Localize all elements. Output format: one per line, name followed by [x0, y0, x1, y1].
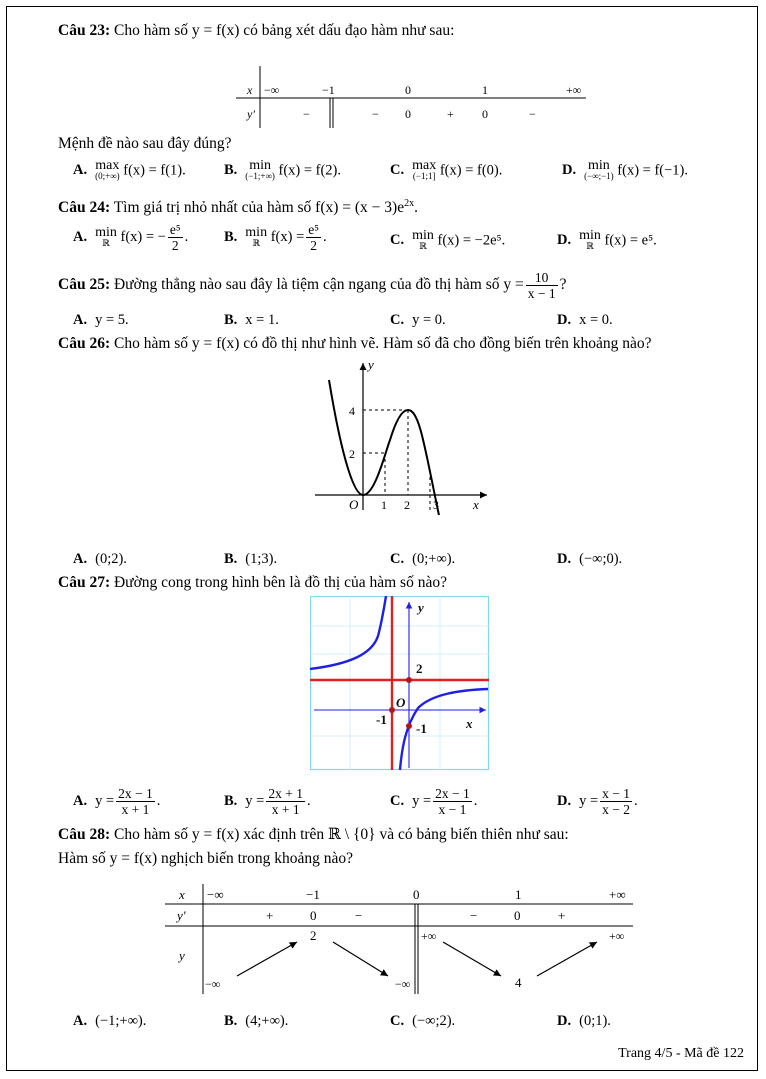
q28-sign: +: [266, 908, 274, 923]
q26-y-tick: 2: [349, 447, 355, 461]
q23-x-val: −∞: [264, 83, 280, 97]
q23-sign: −: [372, 107, 379, 121]
q27-point-minus1-x: [389, 707, 395, 713]
q25-heading: Câu 25: Đường thẳng nào sau đây là tiệm cận ngang của đồ thị hàm số y = $\frac{10}{x - 1}$ ?: [58, 270, 567, 301]
q26-x-tick: 1: [381, 498, 387, 512]
q28-row-yp: y′: [177, 908, 186, 923]
q26-option-b[interactable]: B. (1;3).: [224, 551, 278, 567]
q26-option-c[interactable]: C. (0;+∞).: [390, 551, 456, 567]
q28-x-val: −1: [306, 887, 320, 902]
q28-option-d[interactable]: D. (0;1).: [557, 1013, 611, 1029]
q23-row-yp: y′: [247, 107, 255, 121]
q23-option-b[interactable]: B. min (−1;+∞) f(x) = f(2).: [224, 158, 342, 181]
q28-y-val: −∞: [395, 977, 411, 991]
q27-graph: [310, 596, 490, 771]
q23-x-val: 1: [482, 83, 488, 97]
q28-sign: 0: [514, 908, 521, 923]
q23-row-x: x: [247, 83, 253, 97]
q23-option-d[interactable]: D. min (−∞;−1) f(x) = f(−1).: [562, 158, 688, 181]
q27-y-label: y: [418, 600, 424, 615]
q26-x-tick: 3: [433, 498, 439, 512]
q27-option-d[interactable]: D. y = $\frac{x - 1}{x - 2}$ .: [557, 786, 638, 817]
q25-option-a[interactable]: A. y = 5.: [73, 312, 129, 328]
q23-option-c[interactable]: C. max (−1;1] f(x) = f(0).: [390, 158, 503, 181]
q23-sign: −: [303, 107, 310, 121]
q23-heading: Câu 23: Cho hàm số y = f(x) có bảng xét dấu đạo hàm như sau:: [58, 22, 455, 39]
q28-sign: −: [355, 908, 363, 923]
q23-x-val: 0: [405, 83, 411, 97]
q23-sign: +: [447, 107, 454, 121]
q27-option-b[interactable]: B. y = $\frac{2x + 1}{x + 1}$ .: [224, 786, 311, 817]
q26-heading: Câu 26: Cho hàm số y = f(x) có đồ thị như hình vẽ. Hàm số đã cho đồng biến trên khoảng nào?: [58, 335, 652, 352]
q28-x-val: 0: [413, 887, 420, 902]
q28-arrow-up: [237, 942, 297, 976]
q26-graph: [305, 355, 495, 515]
q28-row-x: x: [179, 887, 185, 902]
q23-x-val: +∞: [566, 83, 582, 97]
q26-x-label: x: [473, 497, 479, 512]
q28-sign: 0: [310, 908, 317, 923]
q27-label-minus1-y: -1: [416, 721, 427, 736]
q23-sign: 0: [482, 107, 488, 121]
q24-option-d[interactable]: D. min ℝ f(x) = e⁵.: [557, 228, 657, 251]
q28-variation-table: [165, 884, 635, 996]
q28-sign: −: [470, 908, 478, 923]
q28-option-c[interactable]: C. (−∞;2).: [390, 1013, 456, 1029]
q28-arrow-down: [443, 942, 501, 976]
q28-x-val: −∞: [207, 887, 224, 902]
q28-option-a[interactable]: A. (−1;+∞).: [73, 1013, 147, 1029]
q24-option-b[interactable]: B. min ℝ f(x) = $\frac{\text{e⁵}}{2}$ .: [224, 222, 327, 253]
q28-row-y: y: [179, 948, 185, 963]
q24-option-c[interactable]: C. min ℝ f(x) = −2e⁵.: [390, 228, 506, 251]
q27-heading: Câu 27: Đường cong trong hình bên là đồ thị của hàm số nào?: [58, 574, 447, 591]
q28-y-val: 2: [310, 928, 317, 943]
q27-label-minus1-x: -1: [376, 712, 387, 727]
q28-option-b[interactable]: B. (4;+∞).: [224, 1013, 289, 1029]
q24-option-a[interactable]: A. min ℝ f(x) = − $\frac{\text{e⁵}}{2}$ .: [73, 222, 189, 253]
q26-option-a[interactable]: A. (0;2).: [73, 551, 127, 567]
q28-x-val: 1: [515, 887, 522, 902]
q24-heading: Câu 24: Tìm giá trị nhỏ nhất của hàm số $f(x) = (x - 3)e^{2x}$.: [58, 198, 418, 217]
q23-option-a[interactable]: A. max (0;+∞) f(x) = f(1).: [73, 158, 186, 181]
q26-origin: O: [349, 497, 359, 512]
q25-option-d[interactable]: D. x = 0.: [557, 312, 613, 328]
q26-x-tick: 2: [404, 498, 410, 512]
q28-arrow-down: [333, 942, 388, 976]
q27-point-minus1-y: [406, 723, 412, 729]
q27-option-c[interactable]: C. y = $\frac{2x - 1}{x - 1}$ .: [390, 786, 478, 817]
q28-prompt: Hàm số y = f(x) nghịch biến trong khoảng nào?: [58, 850, 353, 867]
q27-point-2: [406, 677, 412, 683]
q23-prompt: Mệnh đề nào sau đây đúng?: [58, 135, 232, 152]
q26-y-tick: 4: [349, 404, 355, 418]
q28-y-val: −∞: [205, 977, 221, 991]
q27-x-label: x: [466, 716, 473, 731]
q28-sign: +: [558, 908, 566, 923]
q23-sign: −: [529, 107, 536, 121]
q25-option-c[interactable]: C. y = 0.: [390, 312, 446, 328]
q28-y-val: +∞: [609, 929, 625, 943]
q27-graph-border: [311, 597, 489, 770]
q28-heading: Câu 28: Cho hàm số y = f(x) xác định trên ℝ \ {0} và có bảng biến thiên như sau:: [58, 826, 569, 843]
q28-x-val: +∞: [609, 887, 626, 902]
q26-y-label: y: [368, 357, 374, 372]
q28-y-val: +∞: [421, 929, 437, 943]
q25-option-b[interactable]: B. x = 1.: [224, 312, 279, 328]
q23-sign: 0: [405, 107, 411, 121]
q27-option-a[interactable]: A. y = $\frac{2x - 1}{x + 1}$ .: [73, 786, 161, 817]
q27-label-2: 2: [416, 661, 423, 676]
page-footer: Trang 4/5 - Mã đề 122: [618, 1046, 744, 1061]
q26-option-d[interactable]: D. (−∞;0).: [557, 551, 623, 567]
q28-arrow-up: [537, 942, 597, 976]
q28-y-val: 4: [515, 975, 522, 990]
q27-origin: O: [396, 695, 406, 710]
q23-x-val: −1: [322, 83, 335, 97]
q23-sign-table: [236, 66, 592, 128]
